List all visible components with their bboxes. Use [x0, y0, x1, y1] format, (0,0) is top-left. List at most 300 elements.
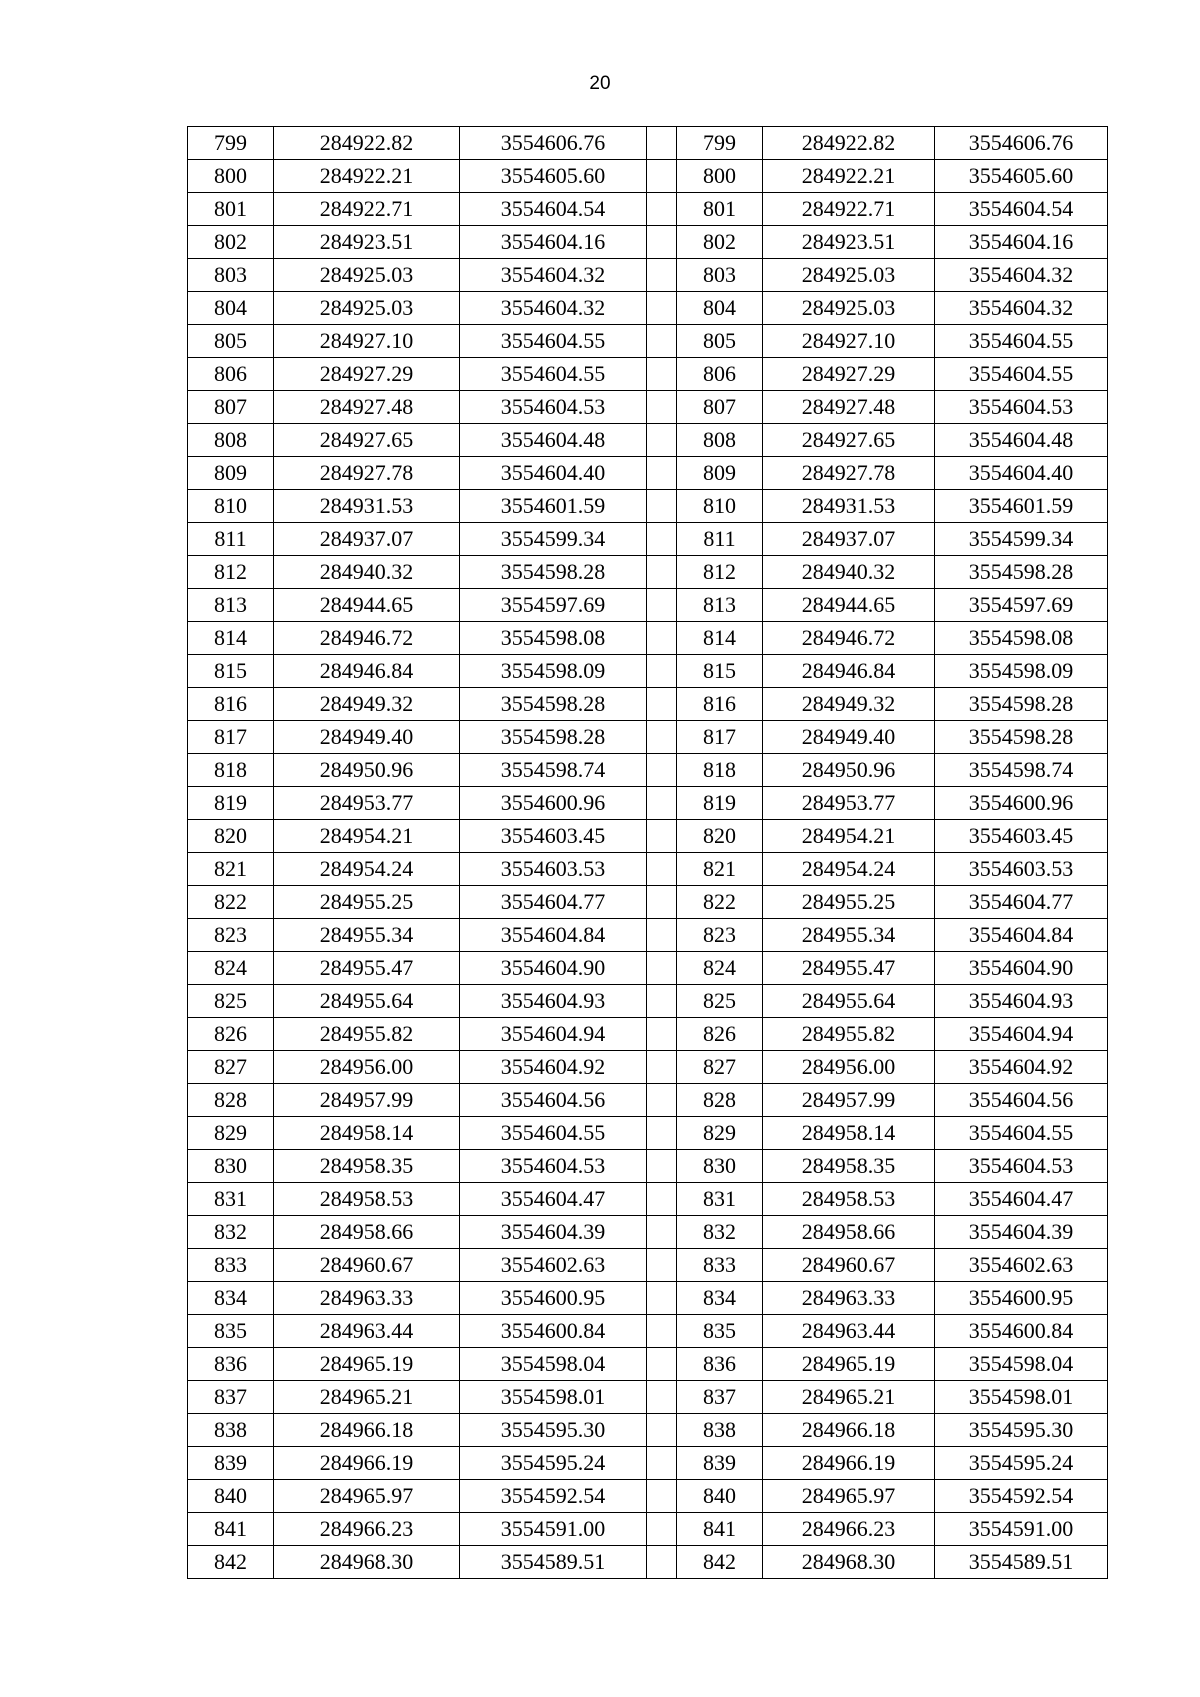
spacer-cell	[647, 853, 677, 886]
right-y-coordinate-cell: 3554600.95	[935, 1282, 1108, 1315]
right-x-coordinate-cell: 284965.19	[763, 1348, 935, 1381]
right-point-number-cell: 829	[677, 1117, 763, 1150]
right-point-number-cell: 821	[677, 853, 763, 886]
left-y-coordinate-cell: 3554604.77	[460, 886, 647, 919]
spacer-cell	[647, 1051, 677, 1084]
left-x-coordinate-cell: 284922.82	[274, 127, 460, 160]
coordinate-table-body	[188, 127, 1108, 1579]
spacer-cell	[647, 1084, 677, 1117]
table-row	[188, 820, 1108, 853]
table-row	[188, 424, 1108, 457]
left-point-number-cell: 819	[188, 787, 274, 820]
right-x-coordinate-cell: 284954.21	[763, 820, 935, 853]
left-x-coordinate-cell: 284956.00	[274, 1051, 460, 1084]
right-y-coordinate-cell: 3554604.39	[935, 1216, 1108, 1249]
left-y-coordinate-cell: 3554604.53	[460, 391, 647, 424]
right-point-number-cell: 809	[677, 457, 763, 490]
table-row	[188, 1348, 1108, 1381]
right-point-number-cell: 820	[677, 820, 763, 853]
left-y-coordinate-cell: 3554599.34	[460, 523, 647, 556]
left-point-number-cell: 817	[188, 721, 274, 754]
right-y-coordinate-cell: 3554604.84	[935, 919, 1108, 952]
left-y-coordinate-cell: 3554604.55	[460, 1117, 647, 1150]
spacer-cell	[647, 424, 677, 457]
table-row	[188, 226, 1108, 259]
left-x-coordinate-cell: 284958.66	[274, 1216, 460, 1249]
spacer-cell	[647, 688, 677, 721]
left-y-coordinate-cell: 3554604.40	[460, 457, 647, 490]
right-x-coordinate-cell: 284922.21	[763, 160, 935, 193]
right-x-coordinate-cell: 284965.97	[763, 1480, 935, 1513]
right-point-number-cell: 822	[677, 886, 763, 919]
right-point-number-cell: 801	[677, 193, 763, 226]
right-point-number-cell: 814	[677, 622, 763, 655]
left-y-coordinate-cell: 3554603.45	[460, 820, 647, 853]
spacer-cell	[647, 523, 677, 556]
right-x-coordinate-cell: 284955.25	[763, 886, 935, 919]
spacer-cell	[647, 1447, 677, 1480]
left-y-coordinate-cell: 3554600.95	[460, 1282, 647, 1315]
spacer-cell	[647, 391, 677, 424]
spacer-cell	[647, 1546, 677, 1579]
left-y-coordinate-cell: 3554598.28	[460, 688, 647, 721]
right-y-coordinate-cell: 3554604.32	[935, 292, 1108, 325]
left-x-coordinate-cell: 284958.14	[274, 1117, 460, 1150]
spacer-cell	[647, 1315, 677, 1348]
table-row	[188, 1282, 1108, 1315]
left-y-coordinate-cell: 3554605.60	[460, 160, 647, 193]
left-x-coordinate-cell: 284958.53	[274, 1183, 460, 1216]
right-y-coordinate-cell: 3554604.55	[935, 1117, 1108, 1150]
spacer-cell	[647, 1513, 677, 1546]
right-x-coordinate-cell: 284965.21	[763, 1381, 935, 1414]
right-x-coordinate-cell: 284958.14	[763, 1117, 935, 1150]
right-y-coordinate-cell: 3554591.00	[935, 1513, 1108, 1546]
table-row	[188, 1051, 1108, 1084]
right-y-coordinate-cell: 3554604.40	[935, 457, 1108, 490]
left-x-coordinate-cell: 284925.03	[274, 259, 460, 292]
left-y-coordinate-cell: 3554600.96	[460, 787, 647, 820]
table-row	[188, 457, 1108, 490]
left-point-number-cell: 801	[188, 193, 274, 226]
table-row	[188, 127, 1108, 160]
right-point-number-cell: 842	[677, 1546, 763, 1579]
left-x-coordinate-cell: 284927.10	[274, 325, 460, 358]
right-x-coordinate-cell: 284958.53	[763, 1183, 935, 1216]
table-row	[188, 1150, 1108, 1183]
table-row	[188, 1447, 1108, 1480]
left-point-number-cell: 807	[188, 391, 274, 424]
right-point-number-cell: 800	[677, 160, 763, 193]
spacer-cell	[647, 490, 677, 523]
right-point-number-cell: 826	[677, 1018, 763, 1051]
right-x-coordinate-cell: 284931.53	[763, 490, 935, 523]
spacer-cell	[647, 1480, 677, 1513]
left-point-number-cell: 806	[188, 358, 274, 391]
left-x-coordinate-cell: 284927.65	[274, 424, 460, 457]
right-y-coordinate-cell: 3554602.63	[935, 1249, 1108, 1282]
left-point-number-cell: 810	[188, 490, 274, 523]
left-point-number-cell: 812	[188, 556, 274, 589]
table-row	[188, 1216, 1108, 1249]
right-y-coordinate-cell: 3554599.34	[935, 523, 1108, 556]
left-point-number-cell: 838	[188, 1414, 274, 1447]
left-y-coordinate-cell: 3554604.92	[460, 1051, 647, 1084]
table-row	[188, 1018, 1108, 1051]
left-x-coordinate-cell: 284925.03	[274, 292, 460, 325]
right-point-number-cell: 807	[677, 391, 763, 424]
left-x-coordinate-cell: 284922.71	[274, 193, 460, 226]
left-y-coordinate-cell: 3554598.28	[460, 556, 647, 589]
right-x-coordinate-cell: 284944.65	[763, 589, 935, 622]
coordinate-table	[187, 126, 1108, 1579]
right-point-number-cell: 808	[677, 424, 763, 457]
left-y-coordinate-cell: 3554604.32	[460, 292, 647, 325]
right-y-coordinate-cell: 3554604.90	[935, 952, 1108, 985]
right-point-number-cell: 819	[677, 787, 763, 820]
table-row	[188, 259, 1108, 292]
left-y-coordinate-cell: 3554603.53	[460, 853, 647, 886]
right-y-coordinate-cell: 3554598.01	[935, 1381, 1108, 1414]
right-x-coordinate-cell: 284955.64	[763, 985, 935, 1018]
right-point-number-cell: 818	[677, 754, 763, 787]
spacer-cell	[647, 754, 677, 787]
spacer-cell	[647, 358, 677, 391]
left-point-number-cell: 814	[188, 622, 274, 655]
right-point-number-cell: 834	[677, 1282, 763, 1315]
right-y-coordinate-cell: 3554603.53	[935, 853, 1108, 886]
table-row	[188, 1084, 1108, 1117]
table-row	[188, 523, 1108, 556]
left-y-coordinate-cell: 3554598.28	[460, 721, 647, 754]
right-y-coordinate-cell: 3554598.09	[935, 655, 1108, 688]
right-point-number-cell: 837	[677, 1381, 763, 1414]
right-y-coordinate-cell: 3554606.76	[935, 127, 1108, 160]
right-x-coordinate-cell: 284957.99	[763, 1084, 935, 1117]
left-y-coordinate-cell: 3554598.74	[460, 754, 647, 787]
right-x-coordinate-cell: 284963.33	[763, 1282, 935, 1315]
right-x-coordinate-cell: 284927.29	[763, 358, 935, 391]
table-row	[188, 622, 1108, 655]
right-y-coordinate-cell: 3554604.53	[935, 391, 1108, 424]
spacer-cell	[647, 193, 677, 226]
left-y-coordinate-cell: 3554595.24	[460, 1447, 647, 1480]
right-point-number-cell: 813	[677, 589, 763, 622]
right-point-number-cell: 839	[677, 1447, 763, 1480]
right-x-coordinate-cell: 284927.78	[763, 457, 935, 490]
left-y-coordinate-cell: 3554595.30	[460, 1414, 647, 1447]
left-point-number-cell: 820	[188, 820, 274, 853]
left-point-number-cell: 836	[188, 1348, 274, 1381]
right-point-number-cell: 805	[677, 325, 763, 358]
right-point-number-cell: 838	[677, 1414, 763, 1447]
left-x-coordinate-cell: 284963.33	[274, 1282, 460, 1315]
left-y-coordinate-cell: 3554604.56	[460, 1084, 647, 1117]
left-x-coordinate-cell: 284954.21	[274, 820, 460, 853]
right-y-coordinate-cell: 3554604.47	[935, 1183, 1108, 1216]
left-point-number-cell: 835	[188, 1315, 274, 1348]
right-point-number-cell: 824	[677, 952, 763, 985]
right-point-number-cell: 827	[677, 1051, 763, 1084]
left-x-coordinate-cell: 284946.84	[274, 655, 460, 688]
right-y-coordinate-cell: 3554604.55	[935, 325, 1108, 358]
table-row	[188, 886, 1108, 919]
right-y-coordinate-cell: 3554604.93	[935, 985, 1108, 1018]
left-y-coordinate-cell: 3554600.84	[460, 1315, 647, 1348]
right-x-coordinate-cell: 284922.82	[763, 127, 935, 160]
left-y-coordinate-cell: 3554604.47	[460, 1183, 647, 1216]
left-point-number-cell: 800	[188, 160, 274, 193]
left-point-number-cell: 833	[188, 1249, 274, 1282]
left-point-number-cell: 831	[188, 1183, 274, 1216]
right-point-number-cell: 815	[677, 655, 763, 688]
spacer-cell	[647, 1018, 677, 1051]
left-x-coordinate-cell: 284954.24	[274, 853, 460, 886]
spacer-cell	[647, 160, 677, 193]
left-point-number-cell: 832	[188, 1216, 274, 1249]
left-point-number-cell: 842	[188, 1546, 274, 1579]
right-point-number-cell: 831	[677, 1183, 763, 1216]
right-point-number-cell: 811	[677, 523, 763, 556]
spacer-cell	[647, 655, 677, 688]
spacer-cell	[647, 952, 677, 985]
right-y-coordinate-cell: 3554604.92	[935, 1051, 1108, 1084]
right-x-coordinate-cell: 284950.96	[763, 754, 935, 787]
right-point-number-cell: 803	[677, 259, 763, 292]
left-point-number-cell: 837	[188, 1381, 274, 1414]
table-row	[188, 1480, 1108, 1513]
right-point-number-cell: 841	[677, 1513, 763, 1546]
left-y-coordinate-cell: 3554592.54	[460, 1480, 647, 1513]
left-y-coordinate-cell: 3554597.69	[460, 589, 647, 622]
right-y-coordinate-cell: 3554595.30	[935, 1414, 1108, 1447]
right-x-coordinate-cell: 284966.23	[763, 1513, 935, 1546]
right-point-number-cell: 833	[677, 1249, 763, 1282]
right-x-coordinate-cell: 284953.77	[763, 787, 935, 820]
left-x-coordinate-cell: 284940.32	[274, 556, 460, 589]
left-y-coordinate-cell: 3554604.55	[460, 358, 647, 391]
right-x-coordinate-cell: 284963.44	[763, 1315, 935, 1348]
spacer-cell	[647, 325, 677, 358]
table-row	[188, 589, 1108, 622]
left-x-coordinate-cell: 284966.19	[274, 1447, 460, 1480]
left-point-number-cell: 827	[188, 1051, 274, 1084]
spacer-cell	[647, 1348, 677, 1381]
table-row	[188, 853, 1108, 886]
spacer-cell	[647, 787, 677, 820]
left-x-coordinate-cell: 284950.96	[274, 754, 460, 787]
right-y-coordinate-cell: 3554598.08	[935, 622, 1108, 655]
right-x-coordinate-cell: 284925.03	[763, 259, 935, 292]
left-y-coordinate-cell: 3554604.48	[460, 424, 647, 457]
right-x-coordinate-cell: 284958.35	[763, 1150, 935, 1183]
right-y-coordinate-cell: 3554605.60	[935, 160, 1108, 193]
left-point-number-cell: 841	[188, 1513, 274, 1546]
left-x-coordinate-cell: 284963.44	[274, 1315, 460, 1348]
spacer-cell	[647, 820, 677, 853]
left-point-number-cell: 805	[188, 325, 274, 358]
left-point-number-cell: 834	[188, 1282, 274, 1315]
right-x-coordinate-cell: 284923.51	[763, 226, 935, 259]
right-x-coordinate-cell: 284955.47	[763, 952, 935, 985]
left-y-coordinate-cell: 3554591.00	[460, 1513, 647, 1546]
table-row	[188, 754, 1108, 787]
left-x-coordinate-cell: 284955.25	[274, 886, 460, 919]
table-row	[188, 160, 1108, 193]
right-point-number-cell: 835	[677, 1315, 763, 1348]
right-y-coordinate-cell: 3554603.45	[935, 820, 1108, 853]
right-y-coordinate-cell: 3554604.32	[935, 259, 1108, 292]
right-y-coordinate-cell: 3554604.48	[935, 424, 1108, 457]
left-point-number-cell: 802	[188, 226, 274, 259]
right-x-coordinate-cell: 284922.71	[763, 193, 935, 226]
right-point-number-cell: 825	[677, 985, 763, 1018]
left-x-coordinate-cell: 284955.47	[274, 952, 460, 985]
table-row	[188, 688, 1108, 721]
left-x-coordinate-cell: 284968.30	[274, 1546, 460, 1579]
left-x-coordinate-cell: 284958.35	[274, 1150, 460, 1183]
left-x-coordinate-cell: 284966.23	[274, 1513, 460, 1546]
left-y-coordinate-cell: 3554598.08	[460, 622, 647, 655]
left-point-number-cell: 804	[188, 292, 274, 325]
right-x-coordinate-cell: 284960.67	[763, 1249, 935, 1282]
left-y-coordinate-cell: 3554604.53	[460, 1150, 647, 1183]
table-row	[188, 655, 1108, 688]
left-y-coordinate-cell: 3554604.39	[460, 1216, 647, 1249]
right-x-coordinate-cell: 284927.48	[763, 391, 935, 424]
left-point-number-cell: 815	[188, 655, 274, 688]
left-y-coordinate-cell: 3554604.84	[460, 919, 647, 952]
spacer-cell	[647, 226, 677, 259]
right-x-coordinate-cell: 284956.00	[763, 1051, 935, 1084]
spacer-cell	[647, 1216, 677, 1249]
spacer-cell	[647, 985, 677, 1018]
right-point-number-cell: 830	[677, 1150, 763, 1183]
left-y-coordinate-cell: 3554604.54	[460, 193, 647, 226]
left-x-coordinate-cell: 284965.21	[274, 1381, 460, 1414]
left-x-coordinate-cell: 284949.40	[274, 721, 460, 754]
table-row	[188, 952, 1108, 985]
right-y-coordinate-cell: 3554589.51	[935, 1546, 1108, 1579]
spacer-cell	[647, 1117, 677, 1150]
left-x-coordinate-cell: 284931.53	[274, 490, 460, 523]
left-x-coordinate-cell: 284927.48	[274, 391, 460, 424]
right-y-coordinate-cell: 3554598.28	[935, 721, 1108, 754]
left-point-number-cell: 808	[188, 424, 274, 457]
left-point-number-cell: 824	[188, 952, 274, 985]
spacer-cell	[647, 127, 677, 160]
left-x-coordinate-cell: 284965.97	[274, 1480, 460, 1513]
left-x-coordinate-cell: 284955.82	[274, 1018, 460, 1051]
right-x-coordinate-cell: 284966.19	[763, 1447, 935, 1480]
right-x-coordinate-cell: 284946.84	[763, 655, 935, 688]
right-y-coordinate-cell: 3554604.77	[935, 886, 1108, 919]
left-x-coordinate-cell: 284946.72	[274, 622, 460, 655]
left-point-number-cell: 803	[188, 259, 274, 292]
right-x-coordinate-cell: 284925.03	[763, 292, 935, 325]
left-y-coordinate-cell: 3554601.59	[460, 490, 647, 523]
right-point-number-cell: 817	[677, 721, 763, 754]
right-y-coordinate-cell: 3554604.55	[935, 358, 1108, 391]
spacer-cell	[647, 919, 677, 952]
right-y-coordinate-cell: 3554597.69	[935, 589, 1108, 622]
table-row	[188, 1249, 1108, 1282]
left-point-number-cell: 813	[188, 589, 274, 622]
left-y-coordinate-cell: 3554602.63	[460, 1249, 647, 1282]
left-y-coordinate-cell: 3554589.51	[460, 1546, 647, 1579]
left-y-coordinate-cell: 3554604.90	[460, 952, 647, 985]
table-row	[188, 985, 1108, 1018]
left-x-coordinate-cell: 284927.78	[274, 457, 460, 490]
spacer-cell	[647, 1381, 677, 1414]
right-x-coordinate-cell: 284966.18	[763, 1414, 935, 1447]
left-y-coordinate-cell: 3554604.55	[460, 325, 647, 358]
table-row	[188, 919, 1108, 952]
right-point-number-cell: 810	[677, 490, 763, 523]
left-point-number-cell: 823	[188, 919, 274, 952]
spacer-cell	[647, 1150, 677, 1183]
left-x-coordinate-cell: 284965.19	[274, 1348, 460, 1381]
left-point-number-cell: 839	[188, 1447, 274, 1480]
right-y-coordinate-cell: 3554600.84	[935, 1315, 1108, 1348]
left-x-coordinate-cell: 284966.18	[274, 1414, 460, 1447]
right-point-number-cell: 802	[677, 226, 763, 259]
left-y-coordinate-cell: 3554604.93	[460, 985, 647, 1018]
table-row	[188, 1315, 1108, 1348]
right-y-coordinate-cell: 3554604.54	[935, 193, 1108, 226]
left-point-number-cell: 811	[188, 523, 274, 556]
right-x-coordinate-cell: 284937.07	[763, 523, 935, 556]
right-y-coordinate-cell: 3554601.59	[935, 490, 1108, 523]
right-y-coordinate-cell: 3554592.54	[935, 1480, 1108, 1513]
right-x-coordinate-cell: 284949.40	[763, 721, 935, 754]
left-point-number-cell: 822	[188, 886, 274, 919]
table-row	[188, 1381, 1108, 1414]
spacer-cell	[647, 589, 677, 622]
table-row	[188, 787, 1108, 820]
left-x-coordinate-cell: 284960.67	[274, 1249, 460, 1282]
table-row	[188, 358, 1108, 391]
right-x-coordinate-cell: 284954.24	[763, 853, 935, 886]
right-point-number-cell: 806	[677, 358, 763, 391]
left-x-coordinate-cell: 284953.77	[274, 787, 460, 820]
left-x-coordinate-cell: 284955.64	[274, 985, 460, 1018]
right-x-coordinate-cell: 284958.66	[763, 1216, 935, 1249]
right-x-coordinate-cell: 284940.32	[763, 556, 935, 589]
spacer-cell	[647, 721, 677, 754]
spacer-cell	[647, 259, 677, 292]
right-point-number-cell: 799	[677, 127, 763, 160]
right-y-coordinate-cell: 3554604.53	[935, 1150, 1108, 1183]
spacer-cell	[647, 556, 677, 589]
spacer-cell	[647, 1249, 677, 1282]
table-row	[188, 292, 1108, 325]
right-point-number-cell: 840	[677, 1480, 763, 1513]
right-y-coordinate-cell: 3554604.56	[935, 1084, 1108, 1117]
left-y-coordinate-cell: 3554598.09	[460, 655, 647, 688]
right-x-coordinate-cell: 284946.72	[763, 622, 935, 655]
left-x-coordinate-cell: 284944.65	[274, 589, 460, 622]
right-y-coordinate-cell: 3554598.04	[935, 1348, 1108, 1381]
left-x-coordinate-cell: 284955.34	[274, 919, 460, 952]
spacer-cell	[647, 292, 677, 325]
right-point-number-cell: 816	[677, 688, 763, 721]
left-y-coordinate-cell: 3554604.94	[460, 1018, 647, 1051]
page-number: 20	[589, 73, 611, 94]
table-row	[188, 1183, 1108, 1216]
right-y-coordinate-cell: 3554604.94	[935, 1018, 1108, 1051]
left-y-coordinate-cell: 3554604.16	[460, 226, 647, 259]
